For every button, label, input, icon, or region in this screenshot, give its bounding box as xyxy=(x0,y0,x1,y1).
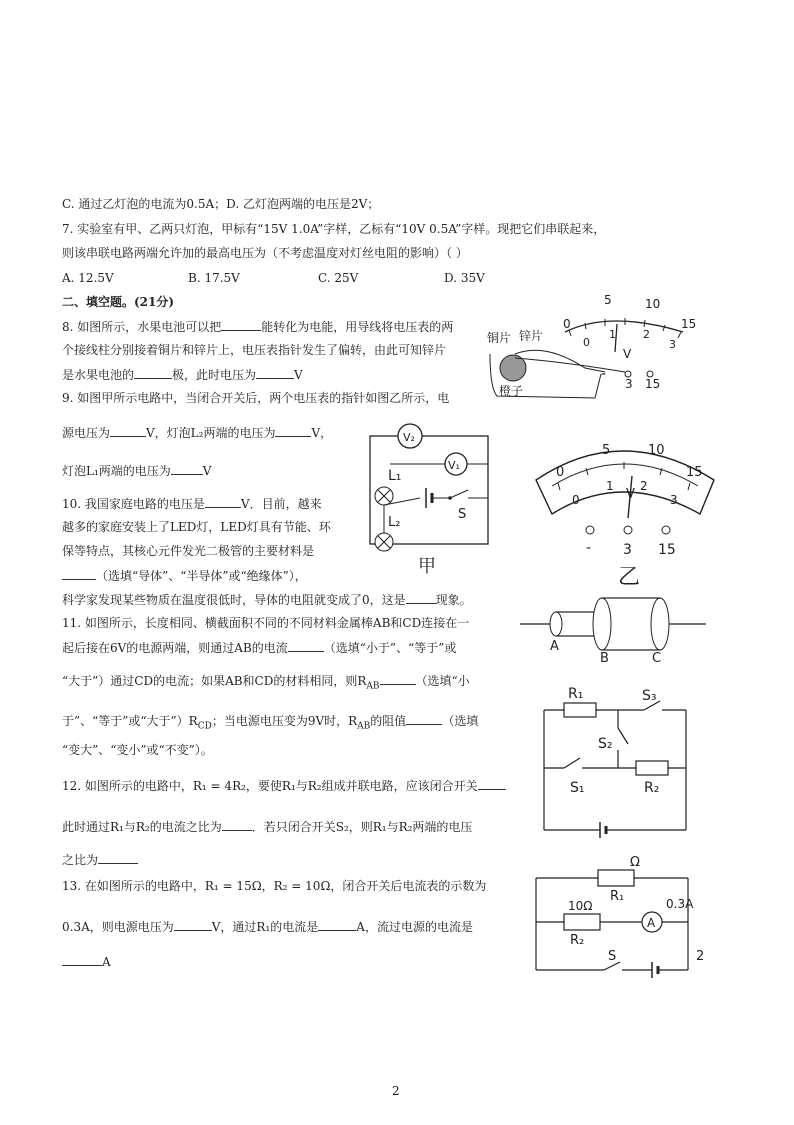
q8-orange-label: 橙子 xyxy=(499,384,524,398)
q9-dial-bottom-0: 0 xyxy=(572,493,580,507)
q10-line2: 越多的家庭安装上了LED灯，LED灯具有节能、环 xyxy=(62,520,331,534)
q7-line2: 则该串联电路两端允许加的最高电压为（不考虑温度对灯丝电阻的影响）（ ） xyxy=(62,246,468,260)
q12-line1: 12. 如图所示的电路中，R₁ = 4R₂，要使R₁与R₂组成并联电路，应该闭合开关 xyxy=(62,777,506,794)
q13-line1: 13. 在如图所示的电路中，R₁ = 15Ω，R₂ = 10Ω，闭合开关后电流表的示数为 xyxy=(62,879,487,893)
q9-dial-top-10: 10 xyxy=(648,443,665,458)
q8-scale-bottom-3: 3 xyxy=(669,338,676,351)
q11-label-b: B xyxy=(600,651,609,666)
q9-dial-bottom-2: 2 xyxy=(640,479,648,493)
q13-hw-omega: Ω xyxy=(630,855,640,870)
q9-circuit-jia xyxy=(360,418,500,578)
q9-voltmeter-yi xyxy=(532,432,722,592)
q13-hw-10ohm: 10Ω xyxy=(568,899,593,913)
q8-zinc-label: 锌片 xyxy=(519,329,544,343)
q11-rods-figure xyxy=(520,596,710,666)
q12-r2-label: R₂ xyxy=(644,780,660,796)
q9-line1: 9. 如图甲所示电路中，当闭合开关后，两个电压表的指针如图乙所示，电 xyxy=(62,391,450,405)
q10-line3: 保等特点，其核心元件发光二极管的主要材料是 xyxy=(62,544,315,558)
q12-s3-label: S₃ xyxy=(642,688,657,704)
q8-fruit-battery-figure xyxy=(485,292,705,402)
q7-option-b: B. 17.5V xyxy=(188,271,240,285)
q9-term-3: 3 xyxy=(623,542,632,558)
q9-s-label: S xyxy=(458,507,467,522)
q11-label-c: C xyxy=(652,651,662,666)
q6-options-cd: C. 通过乙灯泡的电流为0.5A；D. 乙灯泡两端的电压是2V； xyxy=(62,197,380,211)
q8-line2: 个接线柱分别接着铜片和锌片上，电压表指针发生了偏转，由此可知锌片 xyxy=(62,343,447,357)
q11-line4: 于”、“等于”或“大于$”)R_{CD}$；当电源电压变为9V时，$R_{AB}$的阻值 （选填 xyxy=(62,714,479,732)
q8-scale-top-10: 10 xyxy=(645,297,661,311)
q9-l2-label: L₂ xyxy=(388,515,401,530)
page-number: 2 xyxy=(392,1084,400,1098)
q7-option-a: A. 12.5V xyxy=(62,271,114,285)
q9-l1-label: L₁ xyxy=(388,468,402,484)
q13-line3: A xyxy=(62,953,111,970)
q9-term-minus: - xyxy=(586,540,592,556)
q9-dial-bottom-1: 1 xyxy=(606,479,614,493)
q7-line1: 7. 实验室有甲、乙两只灯泡，甲标有“15V 1.0A”字样，乙标有“10V 0.5A”字样。现把它们串联起来， xyxy=(62,222,606,236)
q13-hw-2: 2 xyxy=(696,949,705,964)
q7-option-c: C. 25V xyxy=(318,271,359,285)
q10-line1: 10. 我国家庭电路的电压是 V．目前，越来 xyxy=(62,497,322,511)
q8-terminal-minus: - xyxy=(601,366,607,382)
q13-line2: 0.3A，则电源电压为 V，通过R₁的电流是 A，流过电源的电流是 xyxy=(62,920,473,934)
q12-line3: 之比为 xyxy=(62,851,138,868)
q9-dial-top-0: 0 xyxy=(556,465,565,480)
q13-circuit-figure xyxy=(516,852,756,982)
q8-scale-top-15: 15 xyxy=(681,317,697,331)
q8-scale-bottom-1: 1 xyxy=(609,328,616,341)
q9-caption-yi: 乙 xyxy=(618,565,641,590)
q8-terminal-15: 15 xyxy=(645,377,661,391)
q12-circuit-figure xyxy=(540,684,700,844)
q7-option-d: D. 35V xyxy=(444,271,485,285)
q8-unit-v: V xyxy=(623,347,632,361)
q9-v1-label: V₁ xyxy=(448,459,460,472)
q8-line3: 是水果电池的 极，此时电压为 V xyxy=(62,368,303,382)
q9-line2: 源电压为 V，灯泡L₂两端的电压为 V， xyxy=(62,426,333,440)
q13-r2-label: R₂ xyxy=(570,933,585,948)
q11-line3: “大于”）通过CD的电流；如果AB和CD的材料相同，则$R_{AB}$ （选填“小 xyxy=(62,674,470,692)
q12-s1-label: S₁ xyxy=(570,780,585,796)
q11-label-a: A xyxy=(550,639,559,654)
q9-v2-label: V₂ xyxy=(403,431,415,444)
q8-terminal-3: 3 xyxy=(625,377,633,391)
q13-hw-03a: 0.3A xyxy=(666,897,694,911)
q10-line5: 科学家发现某些物质在温度很低时，导体的电阻就变成了0，这是 现象。 xyxy=(62,593,472,607)
q13-r1-label: R₁ xyxy=(610,889,625,904)
q9-dial-top-5: 5 xyxy=(602,443,611,458)
q11-line1: 11. 如图所示，长度相同、横截面积不同的不同材料金属棒AB和CD连接在一 xyxy=(62,616,470,630)
q10-line4: （选填“导体”、“半导体”或“绝缘体”）， xyxy=(62,567,307,584)
q9-line3: 灯泡L₁两端的电压为 V xyxy=(62,464,212,478)
q8-scale-top-5: 5 xyxy=(604,293,612,307)
q13-s-label: S xyxy=(608,949,617,964)
q9-dial-bottom-3: 3 xyxy=(670,493,678,507)
q12-line2: 此时通过R₁与R₂的电流之比为 ．若只闭合开关S₂，则R₁与R₂两端的电压 xyxy=(62,820,473,834)
q9-dial-unit: V xyxy=(626,487,635,502)
q9-caption-jia: 甲 xyxy=(418,556,436,577)
q11-line2: 起后接在6V的电源两端，则通过AB的电流 （选填“小于”、“等于”或 xyxy=(62,641,457,655)
q9-dial-top-15: 15 xyxy=(686,465,703,480)
q8-copper-label: 铜片 xyxy=(487,331,512,345)
q9-term-15: 15 xyxy=(658,542,676,558)
q11-line5: “变大”、“变小”或“不变”）。 xyxy=(62,743,213,757)
q12-r1-label: R₁ xyxy=(568,686,584,702)
q8-scale-top-0: 0 xyxy=(563,317,571,331)
q8-line1: 8. 如图所示，水果电池可以把 能转化为电能，用导线将电压表的两 xyxy=(62,320,454,334)
q8-scale-bottom-2: 2 xyxy=(643,328,650,341)
q12-s2-label: S₂ xyxy=(598,736,613,752)
section-title: 二、填空题。(21分) xyxy=(62,295,175,309)
q8-scale-bottom-0: 0 xyxy=(583,336,590,349)
q13-ammeter-label: A xyxy=(647,916,656,930)
